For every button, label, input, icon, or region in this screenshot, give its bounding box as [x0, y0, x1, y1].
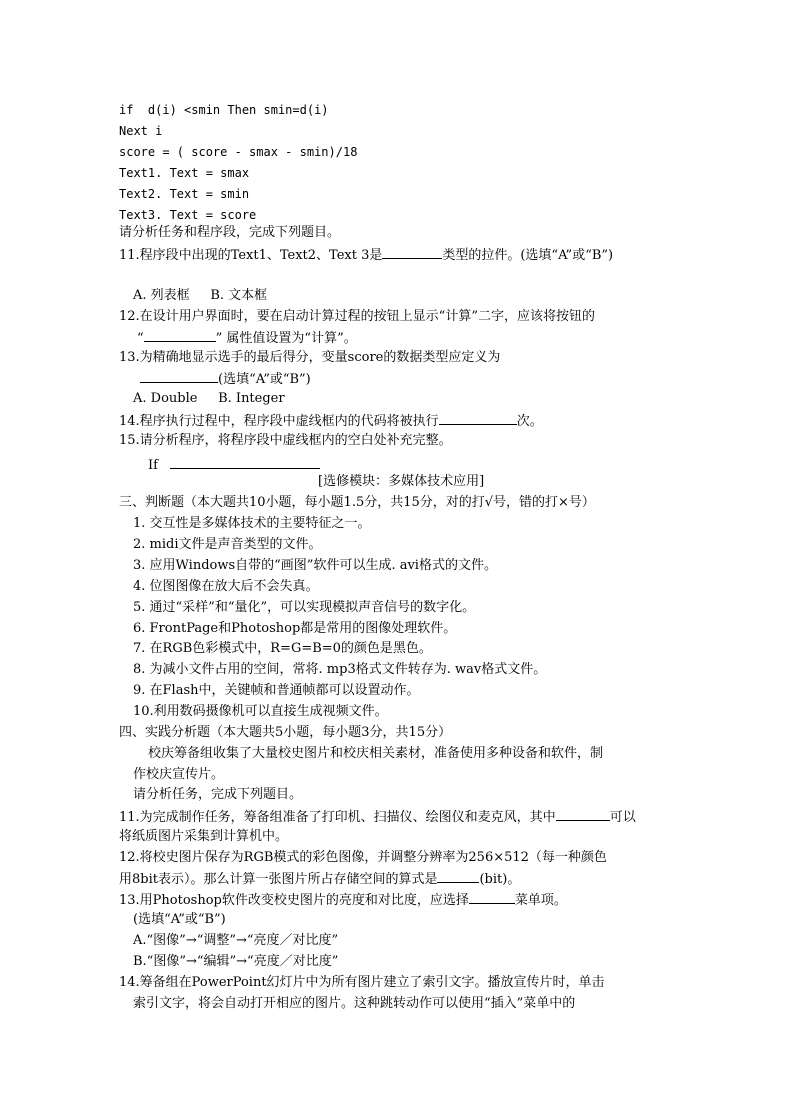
question-12-cont: “ ” 属性值设置为“计算”。 — [137, 331, 357, 346]
question-11: 11.程序段中出现的Text1、Text2、Text 3是 类型的拉件。(选填“A”或“B”) — [119, 248, 614, 263]
answer-blank — [556, 808, 610, 821]
question-14-cont: 索引文字，将会自动打开相应的图片。这种跳转动作可以使用“插入”菜单中的 — [133, 996, 576, 1011]
question-12: 12.在设计用户界面时，要在启动计算过程的按钮上显示“计算”二字，应该将按钮的 — [119, 309, 595, 324]
instruction-text: 请分析任务，完成下列题目。 — [133, 787, 303, 802]
question-11: 11.为完成制作任务，筹备组准备了打印机、扫描仪、绘图仪和麦克风，其中 可以 — [119, 810, 636, 825]
code-line: if d(i) <smin Then smin=d(i) — [119, 103, 329, 117]
list-item: 5. 通过“采样”和“量化”，可以实现模拟声音信号的数字化。 — [133, 600, 476, 615]
question-12-cont: 用8bit表示）。那么计算一张图片所占存储空间的算式是 (bit)。 — [119, 872, 521, 887]
option-b: B.“图像”→“编辑”→“亮度／对比度” — [133, 954, 339, 969]
code-line: Text1. Text = smax — [119, 166, 250, 180]
code-line: Text3. Text = score — [119, 208, 257, 222]
question-13-hint: (选填“A”或“B”) — [133, 912, 226, 927]
answer-blank — [469, 891, 515, 904]
question-13: 13.为精确地显示选手的最后得分，变量score的数据类型应定义为 — [119, 350, 501, 365]
list-item: 4. 位图图像在放大后不会失真。 — [133, 579, 319, 594]
question-14: 14.筹备组在PowerPoint幻灯片中为所有图片建立了索引文字。播放宣传片时，单击 — [119, 975, 605, 990]
answer-blank — [437, 870, 479, 883]
question-12: 12.将校史图片保存为RGB模式的彩色图像，并调整分辨率为256×512（每一种颜色 — [119, 850, 607, 865]
section-heading: 四、实践分析题（本大题共5小题，每小题3分，共15分） — [119, 725, 452, 740]
question-13-options: A. Double B. Integer — [133, 391, 285, 406]
list-item: 9. 在Flash中，关键帧和普通帧都可以设置动作。 — [133, 683, 420, 698]
question-13: 13.用Photoshop软件改变校史图片的亮度和对比度，应选择 菜单项。 — [119, 893, 567, 908]
list-item: 10.利用数码摄像机可以直接生成视频文件。 — [133, 704, 388, 719]
question-11-cont: 将纸质图片采集到计算机中。 — [119, 829, 289, 844]
code-line: Text2. Text = smin — [119, 187, 250, 201]
question-13-cont: (选填“A”或“B”) — [140, 370, 311, 388]
instruction-text: 请分析任务和程序段，完成下列题目。 — [119, 225, 341, 240]
list-item: 3. 应用Windows自带的“画图”软件可以生成. avi格式的文件。 — [133, 558, 497, 573]
code-line: Next i — [119, 124, 163, 138]
answer-blank — [382, 246, 442, 259]
paragraph: 校庆筹备组收集了大量校史图片和校庆相关素材，准备使用多种设备和软件，制 — [148, 746, 604, 761]
module-title: [选修模块：多媒体技术应用] — [318, 474, 485, 489]
answer-blank — [140, 370, 218, 383]
answer-blank — [170, 456, 320, 469]
question-11-options: A. 列表框 B. 文本框 — [133, 288, 268, 303]
question-15-if: If — [148, 456, 320, 474]
answer-blank — [144, 329, 216, 342]
code-line: score = ( score - smax - smin)/18 — [119, 145, 358, 159]
option-a: A.“图像”→“调整”→“亮度／对比度” — [133, 933, 339, 948]
list-item: 8. 为减小文件占用的空间，常将. mp3格式文件转存为. wav格式文件。 — [133, 662, 547, 677]
question-15: 15.请分析程序，将程序段中虚线框内的空白处补充完整。 — [119, 433, 452, 448]
list-item: 1. 交互性是多媒体技术的主要特征之一。 — [133, 516, 371, 531]
list-item: 7. 在RGB色彩模式中，R=G=B=0的颜色是黑色。 — [133, 641, 432, 656]
list-item: 2. midi文件是声音类型的文件。 — [133, 537, 322, 552]
paragraph: 作校庆宣传片。 — [133, 767, 225, 782]
section-heading: 三、判断题（本大题共10小题，每小题1.5分，共15分，对的打√号，错的打×号） — [119, 495, 595, 510]
question-14: 14.程序执行过程中，程序段中虚线框内的代码将被执行 次。 — [119, 414, 543, 429]
list-item: 6. FrontPage和Photoshop都是常用的图像处理软件。 — [133, 621, 457, 636]
answer-blank — [439, 412, 517, 425]
